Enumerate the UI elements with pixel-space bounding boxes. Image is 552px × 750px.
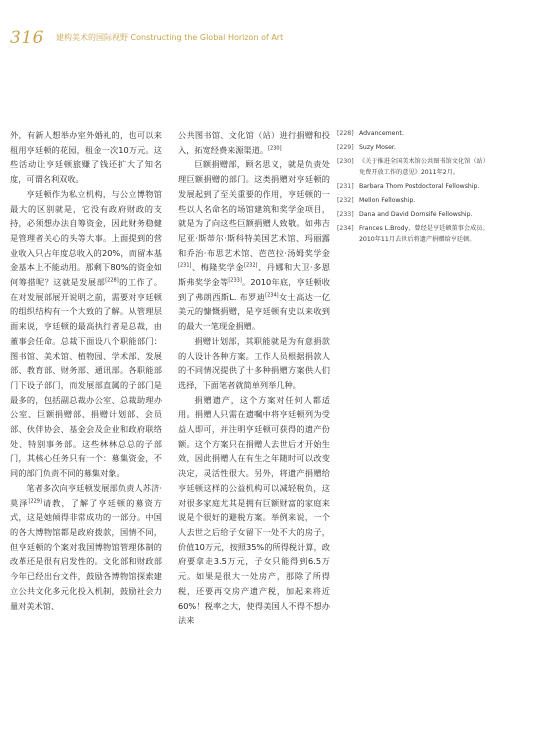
footnote-line: 2010年11月去世后将遗产捐赠给亨廷顿。 [359,236,476,243]
footnote-ref: [233] [228,277,242,284]
paragraph-text: 。2010年底，亨廷顿收到了弗朗西斯L. 布罗迪 [178,277,330,302]
footnote-line: Suzy Moser. [359,144,396,151]
page-header [10,28,540,54]
paragraph [10,481,162,613]
footnote [337,195,543,206]
footnote-line: Frances L.Brody，曾经是亨廷顿董事会成员。 [359,225,489,232]
paragraph-text: 的工作了。在对发展部展开说明之前，需要对亨廷顿的组织结构有一个大致的了解。从管理层面来说，亨廷顿的最高执行者是总裁，由董事会任命。总裁下面设八个职能部门：图书馆、美术馆、植物园、学术部、发展部、教育部、财务部、通讯部。各职能部门下设子部门，而发展部直属的子部门是最多的，包括副总裁办公室、总裁助理办公室、巨额捐赠部、捐赠计划部、会员部、伙伴协会、基金会及企业和政府联络处、特别事务部。这些林林总总的子部门，其核心任务只有一个：募集资金，不同的部门负责不同的募集对象。 [10,277,162,479]
footnote-text [359,181,543,192]
body-column-left [10,128,162,613]
footnote-line: 《关于推进全国美术馆公共图书馆文化馆（站） [359,158,489,165]
footnote-ref: [230] [268,144,282,151]
footnote-text [359,156,543,178]
footnote-text [359,209,543,220]
paragraph [10,187,162,481]
footnote-ref: [234] [265,292,279,298]
paragraph-text: 巨额捐赠部，顾名思义，就是负责处理巨额捐赠的部门。这类捐赠对亨廷顿的发展起到了至关重要的作用，亨廷顿的一些以人名命名的场馆建筑和奖学金项目，就是为了向这些巨额捐赠人致敬。如弗吉尼亚·斯蒂尔·斯科特美国艺术馆、玛丽露和乔治·布思艺术馆、芭芭拉·汤姆奖学金 [178,159,330,258]
paragraph-text: 外，有新人想举办室外婚礼的，也可以来租用亨廷顿的花园，租金一次10万元。这些活动让亨廷顿旅赚了钱还扩大了知名度，可谓名利双收。 [10,130,162,185]
paragraph [178,128,330,157]
footnote [337,142,543,153]
footnote-number: [233] [337,211,354,218]
paragraph [178,393,330,628]
footnote-ref: [229] [28,497,42,504]
footnotes-column [337,128,543,248]
footnote-ref: [228] [105,277,119,284]
paragraph-text: 笔者多次向亨廷顿发展部负责人苏济·莫泽 [10,482,162,508]
footnote-line: Advancement. [359,130,404,137]
paragraph-text: 女士高达一亿美元的慷慨捐赠，是亨廷顿有史以来收到的最大一笔现金捐赠。 [178,291,330,332]
footnote-text [359,128,543,139]
footnote-ref: [232] [244,262,258,269]
footnote-ref: [231] [178,262,192,269]
footnote-line: Barbara Thom Postdoctoral Fellowship. [359,183,480,190]
body-column-middle [178,128,330,628]
paragraph [178,334,330,393]
paragraph-text: 捐赠遗产，这个方案对任何人都适用。捐赠人只需在遗嘱中将亨廷顿列为受益人即可，并注明亨廷顿可获得的遗产份额。这个方案只在捐赠人去世后才开始生效，因此捐赠人在有生之年随时可以改变决定，灵活性很大。另外，将遗产捐赠给亨廷顿这样的公益机构可以减轻税负，这对很多家庭尤其是拥有巨额财富的家庭来说是个很好的避税方案。举例来说，一个人去世之后给子女留下一处不大的房子，价值10万元，按照35%的所得税计算，政府要拿走3.5万元，子女只能得到6.5万元。如果是很大一处房产，那除了所得税，还要再交房产遗产税，加起来将近60%！税率之大，使得美国人不得不想办法来 [178,394,330,626]
paragraph [178,157,330,333]
paragraph-text: 公共图书馆、文化馆（站）进行捐赠和投入，拓宽经费来源渠道。 [178,130,330,155]
footnote [337,128,543,139]
paragraph-text: 捐赠计划部，其职能就是为有意捐款的人设计各种方案。工作人员根据捐款人的不同情况提供了十多种捐赠方案供人们选择，下面笔者就简单列举几种。 [178,335,330,390]
footnote-number: [234] [337,225,354,232]
paragraph-text: 、梅隆奖学金 [191,262,245,273]
paragraph-text: 请教，了解了亨廷顿的募资方式，这是她倾得非常成功的一部分。中国的各大博物馆都是政府拨款，国情不同，但亨廷顿的个案对我国博物馆管理体制的改革还是很有启发性的。文化部和财政部今年已经出台文件，鼓励各博物馆探索建立公共文化多元化投入机制，鼓励社会力量对美术馆、 [10,497,162,611]
footnote [337,156,543,178]
footnote-number: [228] [337,130,354,137]
footnote-line: Dana and David Dornsife Fellowship. [359,211,473,218]
paragraph-text: 、丹娜和大卫·多恩斯弗奖学金等 [178,262,330,288]
footnote [337,181,543,192]
footnote-line: 免费开放工作的意见》2011年2月。 [359,169,460,176]
paragraph-text: 亨廷顿作为私立机构，与公立博物馆最大的区别就是，它没有政府财政的支持，必须想办法自筹资金，因此财务稳健是管理者关心的头等大事。上面提到的营业收入只占年度总收入的20%，而留本基金基本上不能动用。那剩下80%的资金如何筹措呢？这就是发展部 [10,188,162,288]
footnote-text [359,223,543,245]
footnote-number: [230] [337,158,354,165]
running-title: 建构美术的国际视野 Constructing the Global Horizon of Art [56,33,284,42]
footnote-text [359,142,543,153]
footnote-number: [232] [337,197,354,204]
footnote [337,209,543,220]
footnote-text [359,195,543,206]
paragraph [10,128,162,187]
footnote-line: Mellon Fellowship. [359,197,416,204]
page-number: 316 [10,28,44,48]
footnote-number: [229] [337,144,354,151]
footnote-number: [231] [337,183,354,190]
footnote [337,223,543,245]
